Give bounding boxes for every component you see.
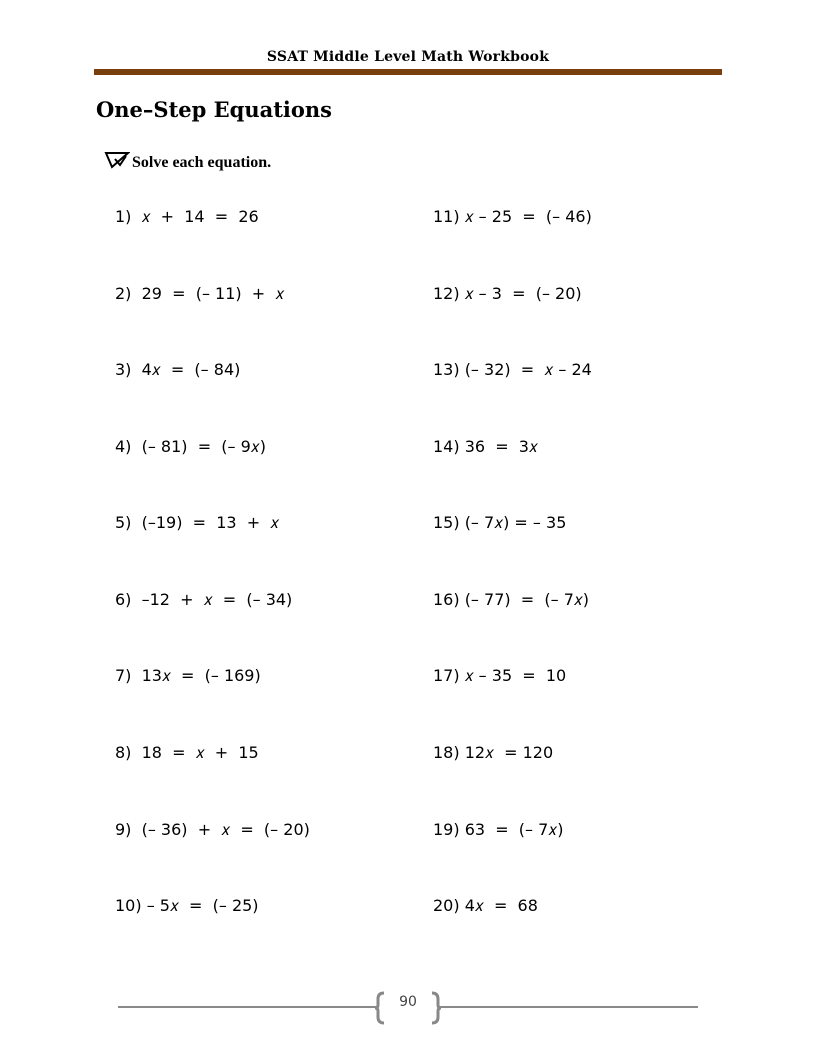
equation-item: 6) –12 + 𝑥 = (– 34) <box>115 590 293 609</box>
header-rule <box>94 69 722 75</box>
section-title: One–Step Equations <box>96 97 332 122</box>
equation-item: 20) 4𝑥 = 68 <box>433 896 538 915</box>
equation-item: 8) 18 = 𝑥 + 15 <box>115 743 259 762</box>
pencil-check-icon <box>104 150 132 175</box>
equation-item: 3) 4𝑥 = (– 84) <box>115 360 241 379</box>
equation-item: 4) (– 81) = (– 9𝑥) <box>115 437 266 456</box>
equation-item: 7) 13𝑥 = (– 169) <box>115 666 261 685</box>
equation-item: 13) (– 32) = 𝑥 – 24 <box>433 360 592 379</box>
page-number: 90 <box>399 994 417 1010</box>
instruction-text: Solve each equation. <box>132 153 272 171</box>
equation-item: 18) 12𝑥 = 120 <box>433 743 554 762</box>
equation-item: 16) (– 77) = (– 7𝑥) <box>433 590 590 609</box>
equation-item: 10) – 5𝑥 = (– 25) <box>115 896 259 915</box>
instruction <box>104 150 271 175</box>
header-title: SSAT Middle Level Math Workbook <box>266 49 550 65</box>
equation-item: 11) 𝑥 – 25 = (– 46) <box>433 207 592 226</box>
equation-item: 5) (–19) = 13 + 𝑥 <box>115 513 280 532</box>
equation-item: 9) (– 36) + 𝑥 = (– 20) <box>115 820 310 839</box>
equation-item: 17) 𝑥 – 35 = 10 <box>433 666 567 685</box>
equation-item: 14) 36 = 3𝑥 <box>433 437 538 456</box>
equation-item: 15) (– 7𝑥) = – 35 <box>433 513 567 532</box>
equation-item: 12) 𝑥 – 3 = (– 20) <box>433 284 582 303</box>
equation-item: 19) 63 = (– 7𝑥) <box>433 820 564 839</box>
equation-item: 1) 𝑥 + 14 = 26 <box>115 207 259 226</box>
footer-rule-right <box>440 1006 698 1008</box>
equation-item: 2) 29 = (– 11) + 𝑥 <box>115 284 285 303</box>
footer-rule-left <box>118 1006 376 1008</box>
